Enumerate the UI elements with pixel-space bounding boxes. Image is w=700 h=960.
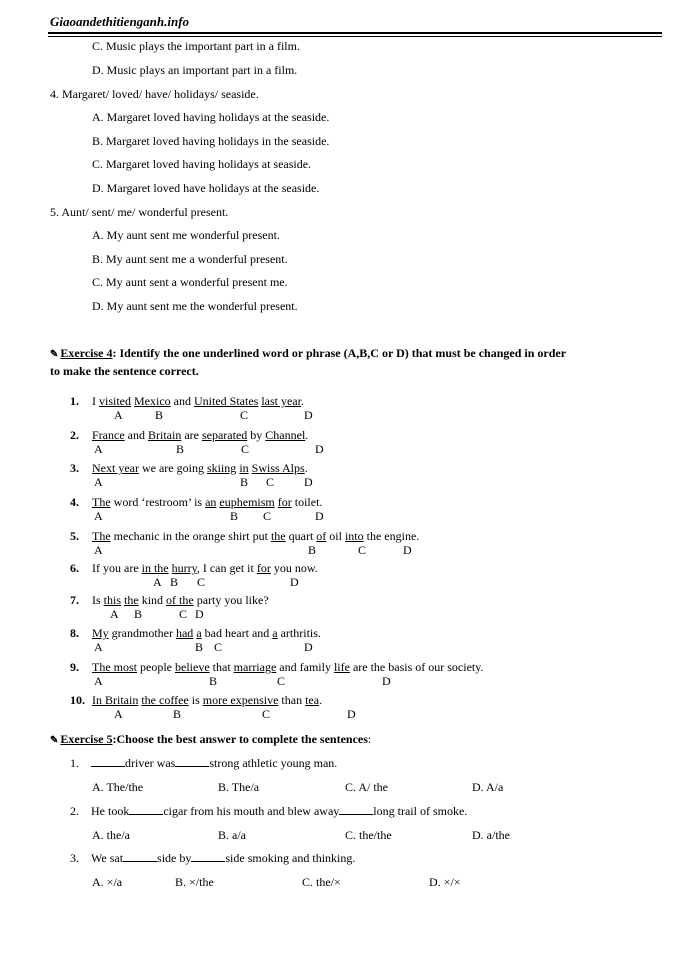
blank — [91, 756, 125, 767]
ex3-q5-option: A. My aunt sent me wonderful present. — [92, 228, 280, 242]
text: toilet. — [291, 495, 323, 509]
letter-c: C — [277, 674, 286, 688]
ex3-q3-option: D. Music plays an important part in a film. — [92, 63, 298, 77]
q-number: 1. — [70, 756, 79, 770]
header-rule-thin — [48, 36, 662, 37]
option-letter: D. — [429, 875, 441, 889]
ex5-q3-stem — [70, 851, 355, 865]
text: driver was — [125, 756, 176, 770]
text: . — [305, 428, 309, 442]
underlined-a: France — [92, 428, 125, 442]
letter-d: D — [290, 575, 299, 589]
sentence-10 — [92, 693, 322, 707]
letter-b: B — [134, 607, 143, 621]
text: and — [170, 394, 194, 408]
ex3-q4-option: A. Margaret loved having holidays at the seaside. — [92, 110, 330, 124]
underlined-a: The — [92, 529, 111, 543]
letter-c: C — [358, 543, 367, 557]
underlined-d: Channel — [265, 428, 306, 442]
ex5-title: Exercise 5 — [60, 732, 113, 746]
letter-a: A — [114, 408, 123, 422]
underlined-c: of — [316, 529, 327, 543]
ex5-q3-option-a — [92, 875, 122, 889]
letter-d: D — [195, 607, 204, 621]
ex5-q3-option-b — [175, 875, 214, 889]
underlined-c: in — [239, 461, 249, 475]
underlined-a: In Britain — [92, 693, 139, 707]
underlined-b: hurry — [171, 561, 197, 575]
letter-a: A — [94, 674, 103, 688]
text: grandmother — [108, 626, 176, 640]
letter-b: B — [195, 640, 204, 654]
letter-b: B — [155, 408, 164, 422]
text: party you like? — [193, 593, 269, 607]
ex3-q5-option: D. My aunt sent me the wonderful present. — [92, 299, 298, 313]
q-number: 2. — [70, 428, 79, 442]
ex5-q1-option-a — [92, 780, 143, 794]
text: is — [188, 693, 203, 707]
ex4-instruction-cont: to make the sentence correct. — [50, 364, 199, 378]
site-title: Giaoandethitienganh.info — [50, 14, 190, 29]
option-letter: B. — [175, 875, 187, 889]
ex5-q2-option-a — [92, 828, 130, 842]
letter-a: A — [94, 543, 103, 557]
letter-a: A — [114, 707, 123, 721]
sentence-1 — [92, 394, 304, 408]
underlined-b: Britain — [147, 428, 182, 442]
sentence-4 — [92, 495, 322, 509]
text: , I can get it — [196, 561, 257, 575]
text: . — [304, 461, 308, 475]
text: oil — [326, 529, 345, 543]
underlined-c: United States — [193, 394, 259, 408]
underlined-d: life — [333, 660, 350, 674]
ex5-q1-stem — [70, 756, 337, 770]
q-number: 5. — [70, 529, 79, 543]
option-text: / — [450, 875, 454, 889]
sentence-5 — [92, 529, 419, 543]
ex3-q5-option: C. My aunt sent a wonderful present me. — [92, 275, 288, 289]
blank — [339, 804, 373, 815]
q-number: 2. — [70, 804, 79, 818]
text: word ‘restroom’ is — [110, 495, 206, 509]
underlined-a: The most — [92, 660, 137, 674]
letter-d: D — [315, 509, 324, 523]
q-number: 7. — [70, 593, 79, 607]
ex5-q2-option-d: D. a/the — [472, 828, 510, 842]
q-number: 8. — [70, 626, 79, 640]
underlined-d: last year — [261, 394, 301, 408]
underlined-d: for — [277, 495, 292, 509]
underlined-a: in the — [141, 561, 169, 575]
cross-icon: × — [334, 875, 341, 889]
text: . — [300, 394, 304, 408]
text: than — [278, 693, 306, 707]
underlined-a: visited — [99, 394, 131, 408]
letter-c: C — [241, 442, 250, 456]
ex3-q5-stem: 5. Aunt/ sent/ me/ wonderful present. — [50, 205, 229, 219]
text: and — [124, 428, 148, 442]
underlined-c: of the — [166, 593, 194, 607]
ex3-q4-option: D. Margaret loved have holidays at the seaside. — [92, 181, 320, 195]
underlined-b: Mexico — [134, 394, 171, 408]
ex5-q1-option-b: B. The/a — [218, 780, 260, 794]
letter-b: B — [240, 475, 249, 489]
letter-d: D — [304, 640, 313, 654]
text: by — [247, 428, 266, 442]
sentence-8 — [92, 626, 321, 640]
letter-a: A — [94, 509, 103, 523]
ex3-q4-option: B. Margaret loved having holidays in the seaside. — [92, 134, 330, 148]
letter-b: B — [170, 575, 179, 589]
underlined-b: believe — [175, 660, 210, 674]
sentence-2 — [92, 428, 308, 442]
sentence-9 — [92, 660, 483, 674]
letter-b: B — [209, 674, 218, 688]
letter-c: C — [214, 640, 223, 654]
letter-a: A — [110, 607, 119, 621]
letter-a: A — [94, 640, 103, 654]
underlined-b: the — [124, 593, 139, 607]
letter-c: C — [262, 707, 271, 721]
letter-c: C — [197, 575, 206, 589]
text: I — [92, 394, 99, 408]
text: and family — [276, 660, 334, 674]
text: are the basis of our society. — [349, 660, 484, 674]
blank — [191, 851, 225, 862]
option-letter: A. — [92, 828, 104, 842]
letter-d: D — [403, 543, 412, 557]
option-text: the/a — [106, 828, 130, 842]
header-rule — [48, 32, 662, 34]
underlined-d: into — [344, 529, 364, 543]
option-text: /a — [113, 875, 123, 889]
letter-c: C — [179, 607, 188, 621]
sentence-6 — [92, 561, 318, 575]
text: that — [209, 660, 234, 674]
underlined-b: the — [270, 529, 286, 543]
letter-a: A — [153, 575, 162, 589]
underlined-a: The — [92, 495, 111, 509]
text: kind — [138, 593, 167, 607]
letter-b: B — [230, 509, 239, 523]
letter-b: B — [308, 543, 317, 557]
underlined-c: a — [196, 626, 202, 640]
text: long trail of smoke. — [373, 804, 468, 818]
cross-icon: × — [443, 875, 451, 889]
cross-icon: × — [453, 875, 461, 889]
option-letter: A. — [92, 875, 104, 889]
underlined-a: My — [92, 626, 109, 640]
letter-c: C — [240, 408, 249, 422]
q-number: 6. — [70, 561, 79, 575]
letter-d: D — [315, 442, 324, 456]
ex5-heading — [50, 732, 371, 748]
cross-icon: × — [189, 875, 196, 889]
underlined-b: an — [205, 495, 217, 509]
ex3-q4-option: C. Margaret loved having holidays at seaside. — [92, 157, 312, 171]
underlined-d: Swiss Alps — [251, 461, 305, 475]
ex3-q3-option: C. Music plays the important part in a film. — [92, 39, 300, 53]
text: cigar from his mouth and blew away — [163, 804, 340, 818]
q-number: 3. — [70, 851, 79, 865]
text: He took — [91, 804, 130, 818]
text: . — [319, 693, 323, 707]
blank — [129, 804, 163, 815]
text: If you are — [92, 561, 142, 575]
blank — [123, 851, 157, 862]
underlined-b: the coffee — [141, 693, 189, 707]
ex5-q3-option-d — [429, 875, 461, 889]
q-number: 4. — [70, 495, 79, 509]
ex4-instruction: : Identify the one underlined word or phrase (A,B,C or D) that must be changed in order — [112, 346, 567, 360]
letter-c: C — [266, 475, 275, 489]
text: mechanic in the orange shirt put — [110, 529, 271, 543]
letter-b: B — [176, 442, 185, 456]
text: we are going — [138, 461, 207, 475]
sentence-3 — [92, 461, 308, 475]
text: quart — [285, 529, 317, 543]
text: the engine. — [363, 529, 420, 543]
text: people — [137, 660, 175, 674]
underlined-c: separated — [201, 428, 248, 442]
underlined-c: euphemism — [219, 495, 275, 509]
pencil-icon: ✎ — [50, 349, 59, 360]
q-number: 9. — [70, 660, 79, 674]
option-text: The/the — [106, 780, 144, 794]
text: you now. — [270, 561, 318, 575]
letter-b: B — [173, 707, 182, 721]
q-number: 10. — [70, 693, 85, 707]
ex5-q2-stem — [70, 804, 467, 818]
underlined-b: had — [175, 626, 194, 640]
letter-d: D — [304, 408, 313, 422]
ex3-q5-option: B. My aunt sent me a wonderful present. — [92, 252, 288, 266]
text: bad heart and — [201, 626, 273, 640]
ex4-title: Exercise 4 — [60, 346, 113, 360]
ex4-heading — [50, 346, 566, 362]
ex5-q1-option-d: D. A/a — [472, 780, 504, 794]
text: arthritis. — [277, 626, 321, 640]
letter-d: D — [304, 475, 313, 489]
letter-a: A — [94, 442, 103, 456]
ex5-q1-option-c: C. A/ the — [345, 780, 389, 794]
underlined-d: a — [272, 626, 278, 640]
pencil-icon: ✎ — [50, 735, 59, 746]
underlined-a: this — [103, 593, 122, 607]
text: Is — [92, 593, 104, 607]
letter-a: A — [94, 475, 103, 489]
letter-c: C — [263, 509, 272, 523]
underlined-c: more expensive — [202, 693, 279, 707]
text: strong athletic young man. — [209, 756, 338, 770]
underlined-a: Next year — [92, 461, 139, 475]
underlined-b: skiing — [206, 461, 237, 475]
underlined-d: tea — [305, 693, 320, 707]
option-text: C. the/ — [302, 875, 334, 889]
ex5-colon: : — [367, 732, 372, 746]
underlined-c: marriage — [233, 660, 277, 674]
letter-d: D — [347, 707, 356, 721]
text: side by — [157, 851, 192, 865]
blank — [175, 756, 209, 767]
ex5-q2-option-c: C. the/the — [345, 828, 392, 842]
option-text: /the — [195, 875, 214, 889]
text: We sat — [91, 851, 124, 865]
text: side smoking and thinking. — [225, 851, 356, 865]
underlined-c: for — [256, 561, 271, 575]
cross-icon: × — [106, 875, 114, 889]
ex5-q2-option-b: B. a/a — [218, 828, 246, 842]
sentence-7 — [92, 593, 269, 607]
option-letter: A. — [92, 780, 104, 794]
q-number: 1. — [70, 394, 79, 408]
text: are — [181, 428, 202, 442]
ex5-instruction: :Choose the best answer to complete the sentences — [112, 732, 368, 746]
letter-d: D — [382, 674, 391, 688]
ex5-q3-option-c — [302, 875, 341, 889]
ex3-q4-stem: 4. Margaret/ loved/ have/ holidays/ seaside. — [50, 87, 259, 101]
q-number: 3. — [70, 461, 79, 475]
